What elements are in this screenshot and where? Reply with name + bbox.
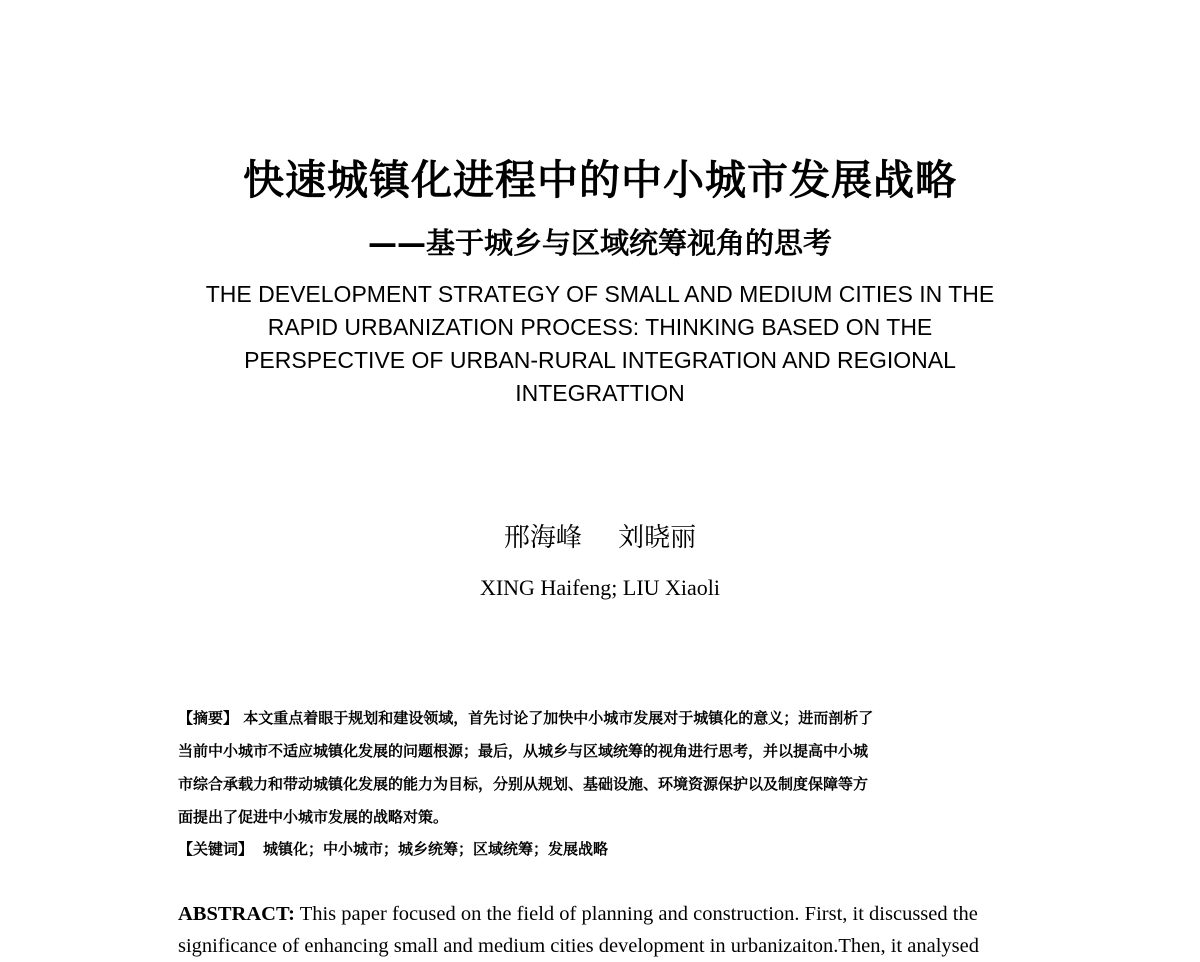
abstract-en-label: ABSTRACT: (178, 903, 295, 925)
subtitle-chinese: ——基于城乡与区域统筹视角的思考 (367, 226, 832, 260)
title-english-line: THE DEVELOPMENT STRATEGY OF SMALL AND MEDIUM CITIES IN THE (205, 281, 995, 307)
author-name-zh: 邢海峰 (503, 523, 582, 553)
keywords-text: 城镇化；中小城市；城乡统筹；区域统筹；发展战略 (263, 840, 609, 858)
author-name-zh: 刘晓丽 (618, 523, 697, 553)
authors-english: XING Haifeng; LIU Xiaoli (479, 575, 721, 600)
abstract-en-text: This paper focused on the field of planning and construction. First, it discussed the (299, 903, 978, 925)
title-chinese: 快速城镇化进程中的中小城市发展战略 (243, 156, 957, 204)
abstract-chinese (178, 702, 1028, 834)
abstract-zh-line: 面提出了促进中小城市发展的战略对策。 (178, 808, 449, 826)
abstract-english (178, 898, 1028, 962)
keywords-chinese (178, 833, 1028, 865)
abstract-zh-line: 【摘要】 本文重点着眼于规划和建设领域，首先讨论了加快中小城市发展对于城镇化的意义；进而剖析了 (178, 709, 874, 727)
title-english (160, 278, 1040, 410)
title-english-line: RAPID URBANIZATION PROCESS: THINKING BASED ON THE (267, 314, 933, 340)
abstract-zh-line: 市综合承载力和带动城镇化发展的能力为目标，分别从规划、基础设施、环境资源保护以及制度保障等方 (178, 775, 869, 793)
keywords-label: 【关键词】 (178, 840, 254, 858)
title-english-line: INTEGRATTION (515, 380, 685, 406)
abstract-en-line: significance of enhancing small and medium cities development in urbanizaiton.Then, it analysed (178, 935, 979, 957)
authors-chinese (0, 518, 1200, 558)
abstract-en-line (178, 898, 1028, 930)
title-english-line: PERSPECTIVE OF URBAN-RURAL INTEGRATION AND REGIONAL (244, 347, 956, 373)
abstract-zh-line: 当前中小城市不适应城镇化发展的问题根源；最后，从城乡与区域统筹的视角进行思考，并以提高中小城 (178, 742, 869, 760)
